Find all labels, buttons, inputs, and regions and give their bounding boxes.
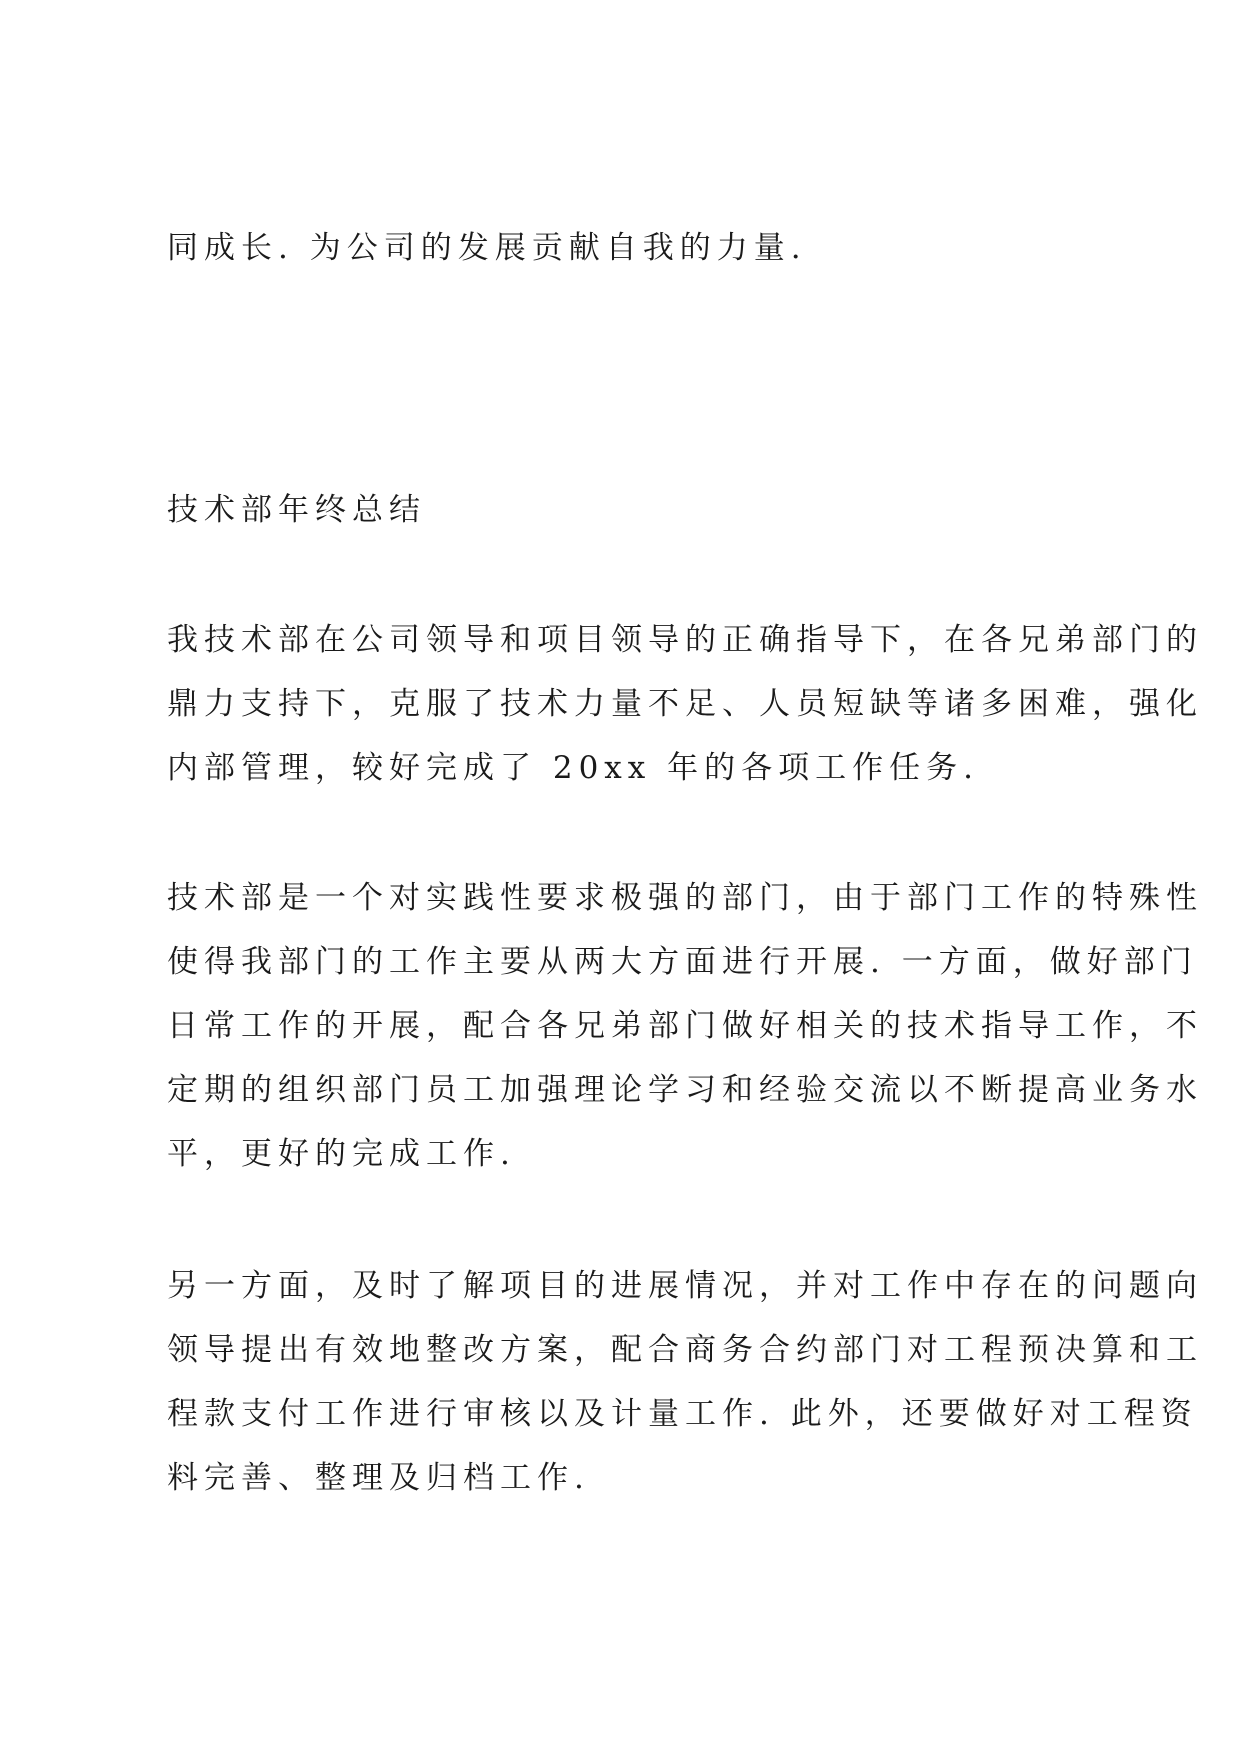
paragraph-line: 内部管理，较好完成了 20xx 年的各项工作任务.	[167, 750, 979, 786]
paragraph-line: 鼎力支持下，克服了技术力量不足、人员短缺等诸多困难，强化	[167, 686, 1203, 722]
paragraph-line: 领导提出有效地整改方案，配合商务合约部门对工程预决算和工	[167, 1332, 1203, 1368]
paragraph-line: 另一方面，及时了解项目的进展情况，并对工作中存在的问题向	[167, 1268, 1203, 1304]
paragraph-line: 定期的组织部门员工加强理论学习和经验交流以不断提高业务水	[167, 1072, 1203, 1108]
paragraph-line: 料完善、整理及归档工作.	[167, 1460, 590, 1496]
paragraph-line: 使得我部门的工作主要从两大方面进行开展. 一方面，做好部门	[167, 944, 1198, 980]
continuation-line: 同成长. 为公司的发展贡献自我的力量.	[167, 230, 807, 266]
paragraph-line: 平，更好的完成工作.	[167, 1136, 516, 1172]
paragraph-line: 日常工作的开展，配合各兄弟部门做好相关的技术指导工作，不	[167, 1008, 1203, 1044]
paragraph-line: 技术部是一个对实践性要求极强的部门，由于部门工作的特殊性	[167, 880, 1203, 916]
paragraph-line: 程款支付工作进行审核以及计量工作. 此外，还要做好对工程资	[167, 1396, 1198, 1432]
paragraph-line: 我技术部在公司领导和项目领导的正确指导下，在各兄弟部门的	[167, 622, 1203, 658]
document-title: 技术部年终总结	[167, 492, 426, 528]
